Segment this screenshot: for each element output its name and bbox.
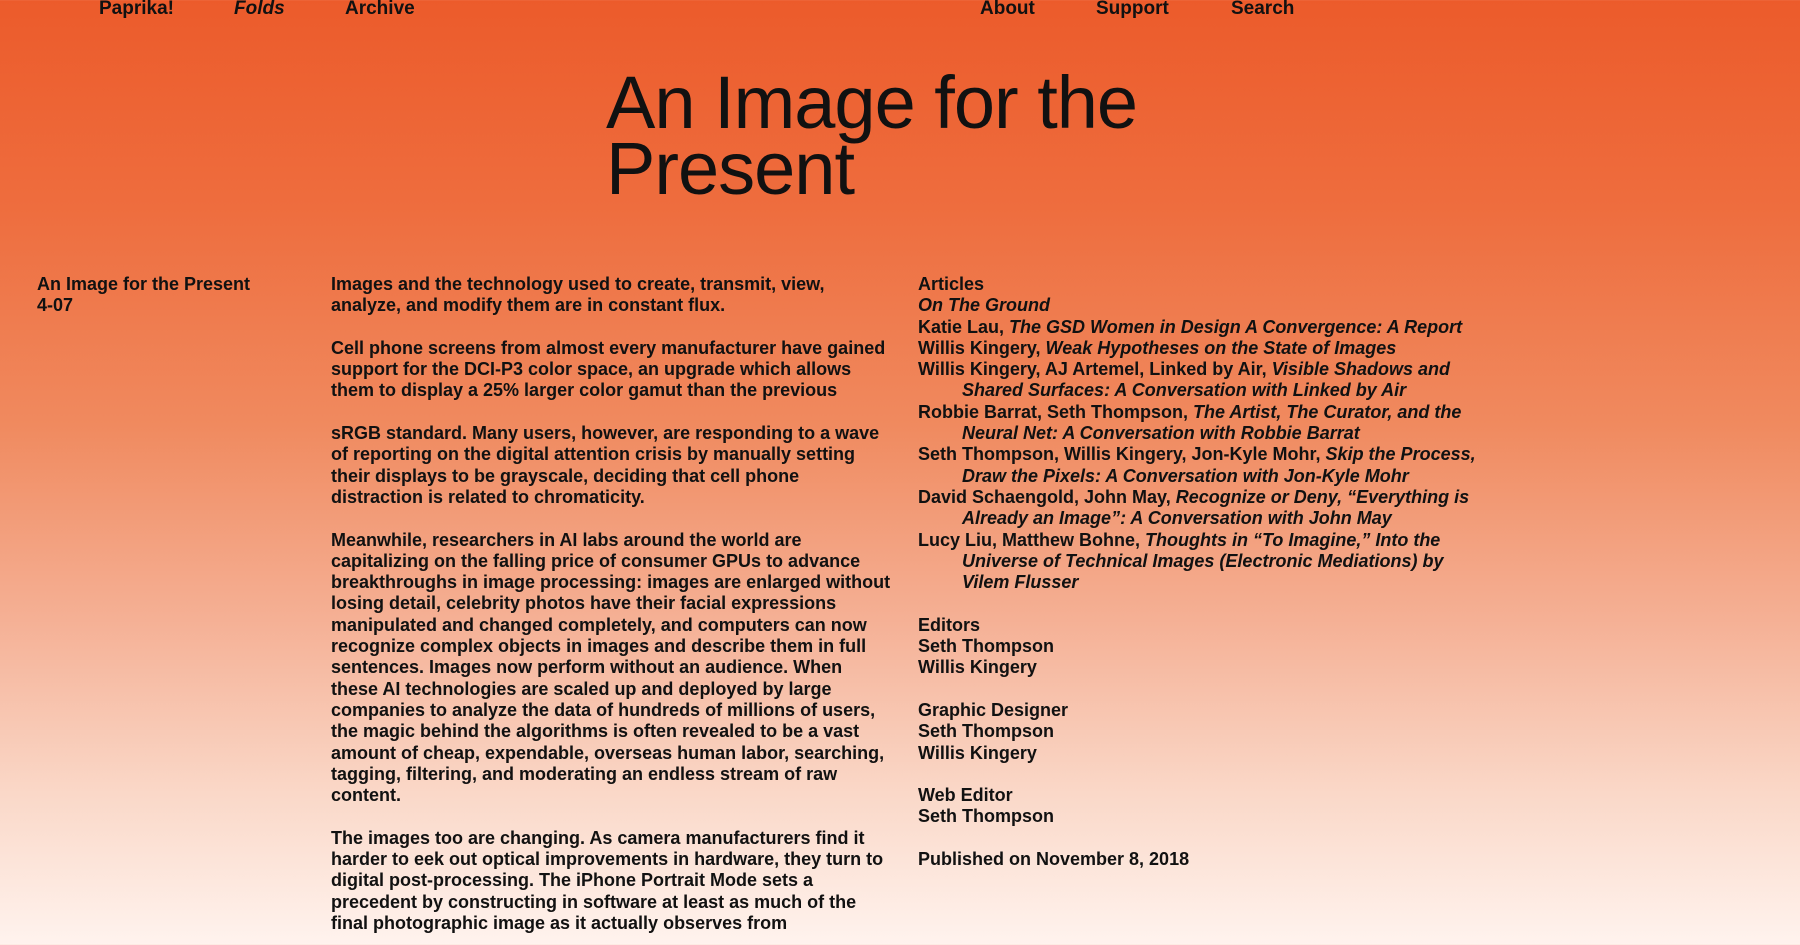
article-title[interactable]: Skip the Process, Draw the Pixels: A Conversation with Jon-Kyle Mohr (962, 444, 1476, 486)
articles-heading: Articles (918, 274, 985, 294)
article-entry[interactable] (918, 444, 1478, 487)
published-date: Published on November 8, 2018 (918, 849, 1190, 870)
article-entry[interactable] (918, 359, 1478, 402)
spacer (918, 828, 1478, 849)
article-authors: Lucy Liu, Matthew Bohne, (918, 529, 1146, 550)
article-entry[interactable] (918, 402, 1478, 445)
top-navigation (0, 0, 1800, 22)
issue-sidebar (37, 274, 297, 317)
editors-heading: Editors (918, 614, 981, 635)
nav-link-archive[interactable]: Archive (345, 0, 415, 19)
spacer (918, 764, 1478, 785)
article-authors: Willis Kingery, AJ Artemel, Linked by Air, (918, 359, 1272, 380)
article-authors: Robbie Barrat, Seth Thompson, (918, 401, 1194, 422)
body-paragraph: Cell phone screens from almost every manufacturer have gained support for the DCI-P3 color space, an upgrade which allows them to display a 25% larger color gamut than the previous (331, 337, 886, 401)
article-title[interactable]: The GSD Women in Design A Convergence: A Report (1009, 316, 1463, 337)
article-title[interactable]: Weak Hypotheses on the State of Images (1045, 337, 1397, 358)
article-authors: Katie Lau, (918, 316, 1010, 337)
nav-link-about[interactable]: About (980, 0, 1035, 19)
nav-link-support[interactable]: Support (1096, 0, 1169, 19)
article-title[interactable]: The Artist, The Curator, and the Neural Net: A Conversation with Robbie Barrat (962, 401, 1462, 444)
nav-link-search[interactable]: Search (1231, 0, 1295, 19)
article-title[interactable]: Visible Shadows and Shared Surfaces: A Conversation with Linked by Air (962, 359, 1450, 401)
body-paragraph: sRGB standard. Many users, however, are responding to a wave of reporting on the digital attention crisis by manually setting their displays to be grayscale, deciding that cell phone distraction is related to chromaticity. (331, 423, 880, 507)
issue-info (918, 274, 1478, 870)
nav-link-paprika[interactable]: Paprika! (99, 0, 174, 19)
designer-name: Willis Kingery (918, 742, 1037, 763)
body-paragraph: The images too are changing. As camera manufacturers find it harder to eek out optical improvements in hardware, they turn to digital post-processing. The iPhone Portrait Mode sets a precedent by constructing in software at least as much of the final photographic image as it actually observes from (331, 827, 884, 933)
article-entry[interactable] (918, 487, 1478, 530)
article-title[interactable]: Recognize or Deny, “Everything is Already an Image”: A Conversation with John May (962, 486, 1470, 529)
article-body (331, 274, 891, 945)
article-authors: Seth Thompson, Willis Kingery, Jon-Kyle Mohr, (918, 444, 1326, 465)
article-entry[interactable] (918, 530, 1478, 594)
article-authors: David Schaengold, John May, (918, 486, 1176, 507)
designer-heading: Graphic Designer (918, 699, 1069, 720)
article-entry[interactable] (918, 338, 1478, 359)
article-entry[interactable] (918, 317, 1478, 338)
web-editor-name: Seth Thompson (918, 806, 1054, 827)
page-title: An Image for the Present (606, 61, 1138, 210)
spacer (918, 679, 1478, 700)
editor-name: Willis Kingery (918, 657, 1037, 678)
article-title[interactable]: Thoughts in “To Imagine,” Into the Universe of Technical Images (Electronic Mediations) by Vilem Flusser (962, 529, 1444, 593)
body-paragraph: Meanwhile, researchers in AI labs around the world are capitalizing on the falling price of consumer GPUs to advance breakthroughs in image processing: images are enlarged without losing detail, celebrity photos have their facial expressions manipulated and changed completely, and computers can now recognize complex objects in images and describe them in full sentences. Images now perform without an audience. When these AI technologies are scaled up and deployed by large companies to analyze the data of hundreds of millions of users, the magic behind the algorithms is often revealed to be a vast amount of cheap, expendable, overseas human labor, searching, tagging, filtering, and moderating an endless stream of raw content. (331, 529, 891, 806)
spacer (918, 593, 1478, 614)
issue-title: An Image for the Present (37, 274, 251, 294)
articles-subheading[interactable]: On The Ground (918, 295, 1050, 316)
editor-name: Seth Thompson (918, 636, 1054, 657)
nav-link-folds[interactable]: Folds (234, 0, 285, 19)
body-paragraph: Images and the technology used to create, transmit, view, analyze, and modify them are in constant flux. (331, 274, 825, 316)
article-authors: Willis Kingery, (918, 337, 1046, 358)
designer-name: Seth Thompson (918, 721, 1054, 742)
issue-number: 4-07 (37, 295, 74, 316)
web-editor-heading: Web Editor (918, 785, 1013, 806)
